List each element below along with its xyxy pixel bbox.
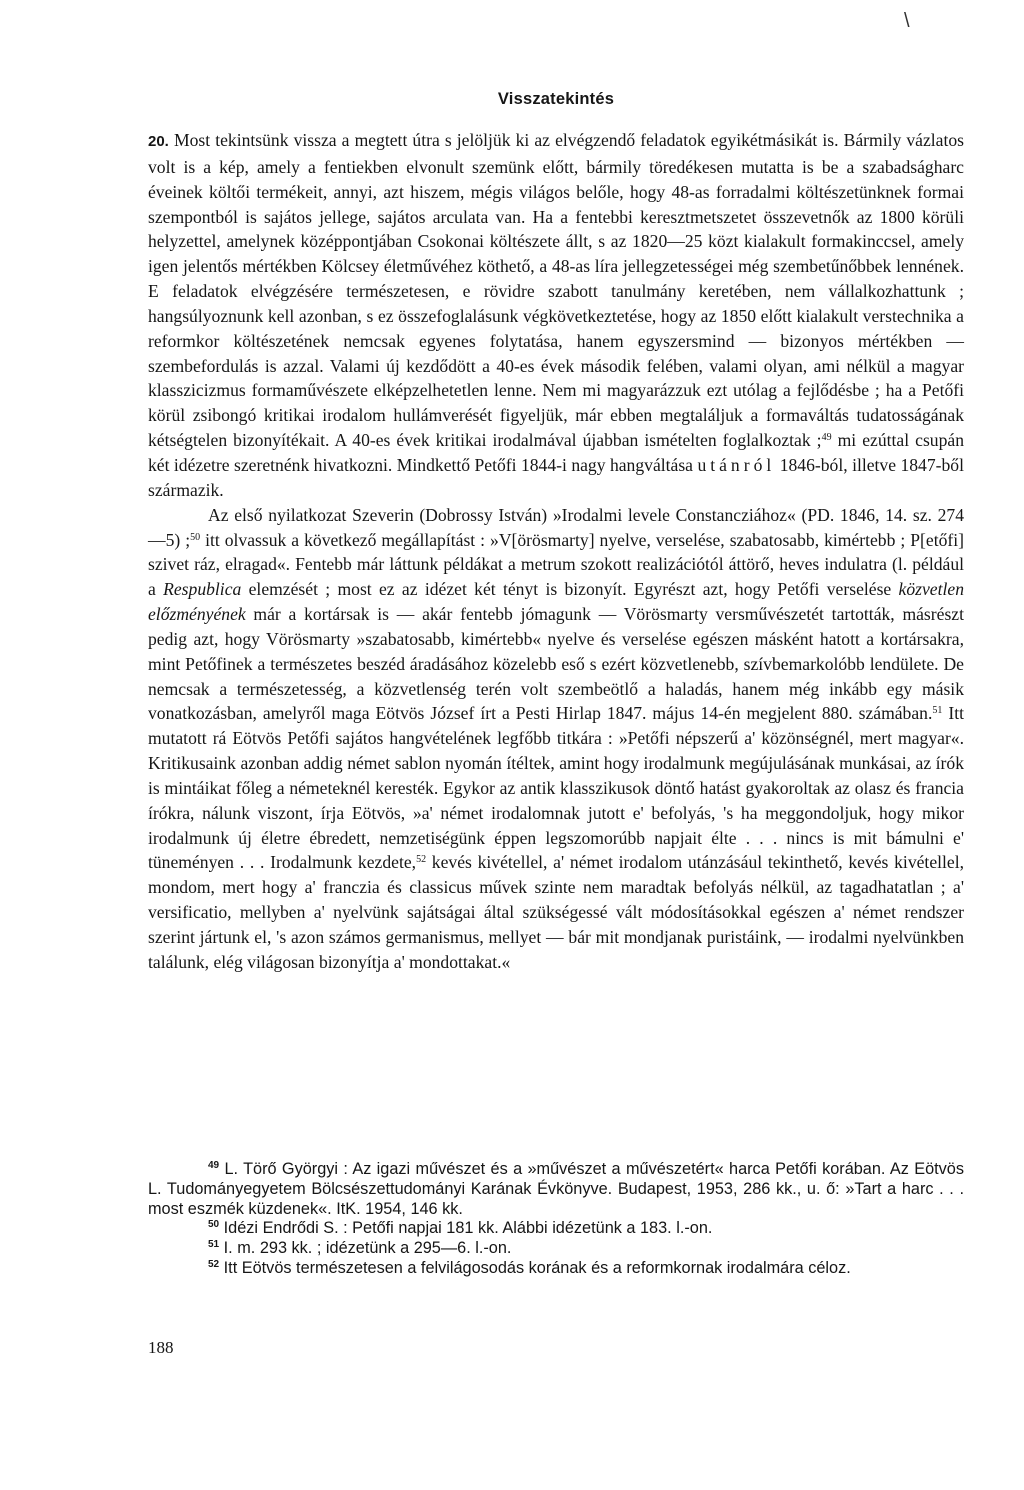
paragraph-1-text-3: 1846-ból, illetve 1847-ből származik. (148, 454, 964, 500)
italic-respublica: Respublica (163, 579, 242, 600)
book-page (148, 0, 964, 1490)
paragraph-2-text-6: kevés kivétellel, a' német irodalom utánzásául tekinthető, kevés kivétellel, mondom, mert hogy a' franczia és classicus művek szinte nem maradtak befolyás nélkül, az tagadhatatlan ; a' versificatio, mellyben a' nyelvünk sajátságai által szükségessé vált módosításokkal egészen a' német rendszer szerint jártunk el, 's azon számos germanismus, mellyet — bár mit mondjanak puristáink, — irodalmi nyelvünkben találunk, elég világosan bizonyítja a' mondottakat.« (148, 852, 964, 972)
footnote-ref-52: 52 (416, 854, 427, 866)
footnotes (148, 1160, 964, 1279)
footnote-number: 50 (208, 1219, 220, 1231)
footnote-text: L. Törő Györgyi : Az igazi művészet és a »művészet a művészetért« harca Petőfi korában. Az Eötvös L. Tudományegyetem Bölcsészettudományi Karának Évkönyve. Budapest, 1953, 286 kk., u. ő: »Tart a harc . . . most eszmék küzdenek«. ItK. 1954, 146 kk. (148, 1160, 964, 1218)
paragraph-1-text: Most tekintsünk vissza a megtett útra s jelöljük ki az elvégzendő feladatok egyikétmásikát is. Bármily vázlatos volt is a kép, amely a fentiekben elvonult szemünk előtt, bármily töredékesen mutatta is be a szabadságharc éveinek költői termékeit, annyi, azt hiszem, mégis világos belőle, hogy 48-as forradalmi költészetünknek formai szempontból is sajátos jellege, sajátos arculata van. Ha a fentebbi keresztmetszetet összevetnők az 1800 körüli helyzettel, amelynek középpontjában Csokonai költészete állt, s az 1820—25 közt kialakult formakinccsel, amely igen jelentős mértékben Kölcsey életművéhez köthető, a 48-as líra jellegzetességei még szembetűnőbbek lennének. E feladatok elvégzésére természetesen, e rövidre szabott tanulmány keretében, nem vállalkozhattunk ; hangsúlyoznunk kell azonban, s ez összefoglalásunk végkövetkeztetése, hogy az 1850 előtt kialakult verstechnika a reformkor költészetének nemcsak egyenes folytatása, hanem egyszersmind — bizonyos mértékben — szembefordulás is azzal. Valami új kezdődött a 40-es évek második felében, valami olyan, ami nélkül a magyar klasszicizmus formaművészete elképzelhetetlen lenne. Nem mi magyarázzuk ezt utólag a fejlődésbe ; ha a Petőfi körül zsibongó kritikai irodalom hullámverését figyeljük, már ebben megtaláljuk a formaváltás tudatosságának kétségtelen bizonyítékait. A 40-es évek kritikai irodalmával újabban ismételten foglalkoztak ; (148, 130, 964, 451)
footnote-51 (148, 1239, 964, 1259)
paragraph-2-text-2: itt olvassuk a következő megállapítást : »V[örösmarty] nyelve, verselése, szabatosabb, kimértebb ; P[etőfi] szivet ráz, elragad«. Fentebb már láttunk példákat a metrum szokott realizációtól áttörő, heves indulatra (l. például a (148, 529, 964, 600)
footnote-number: 49 (208, 1160, 220, 1171)
footnote-ref-49: 49 (821, 432, 832, 444)
footnote-text: I. m. 293 kk. ; idézetünk a 295—6. l.-on. (219, 1239, 512, 1258)
footnote-52 (148, 1259, 964, 1279)
footnote-50 (148, 1219, 964, 1239)
paragraph-1 (148, 128, 964, 503)
footnote-number: 51 (208, 1239, 220, 1251)
paragraph-1-text-2: mi ezúttal csupán két idézetre szeretnénk hivatkozni. Mindkettő Petőfi 1844-i nagy hangváltása (148, 430, 965, 475)
paragraph-2 (148, 503, 964, 975)
paragraph-2-text-3: elemzését ; most ez az idézet két tényt is bizonyít. Egyrészt azt, hogy Petőfi verselése (241, 579, 899, 600)
section-number: 20. (148, 133, 169, 150)
footnote-number: 52 (208, 1258, 220, 1270)
footnote-49 (148, 1160, 964, 1219)
paragraph-2-text-4: már a kortársak is — akár fentebb jómagunk — Vörösmarty versművészetét tartották, másrészt pedig azt, hogy Vörösmarty »szabatosabb, kimértebb« nyelve és verselése egészen másként hatott a kortársakra, mint Petőfinek a természetes beszéd áradásához közelebb eső s ezért közvetlenebb, szívbemarkolóbb lendülete. De nemcsak a természetesség, a közvetlenség terén volt szembeötlő a haladás, hanem még inkább egy másik vonatkozásban, amelyről maga Eötvös József írt a Pesti Hirlap 1847. május 14-én megjelent 880. számában. (148, 604, 964, 724)
footnote-ref-51: 51 (932, 705, 943, 717)
stray-scan-mark: \ (904, 10, 910, 32)
footnote-ref-50: 50 (190, 531, 201, 543)
paragraph-2-text-5: Itt mutatott rá Eötvös Petőfi sajátos hangvételének legfőbb titkára : »Petőfi népszerű a' közönségnél, mert magyar«. Kritikusaink azonban addig német sablon nyomán ítéltek, amint hogy irodalmunk megújulásának munkásai, az írók is mintáikat főleg a németeknél keresték. Egykor az antik klasszikusok döntő hatást gyakoroltak az olasz és francia írókra, nálunk viszont, írja Eötvös, »a' német irodalomnak jutott e' befolyás, 's ha meggondoljuk, hogy mikor irodalmunk új életre ébredett, nemzetiségünk éppen legszomorúbb napjait élte . . . nincs is mit bámulni e' tüneményen . . . Irodalmunk kezdete, (148, 703, 964, 873)
paragraph-2-text-1: Az első nyilatkozat Szeverin (Dobrossy István) »Irodalmi levele Constancziához« (PD. 1846, 14. sz. 274—5) ; (148, 504, 964, 550)
section-title: Visszatekintés (497, 90, 615, 108)
italic-kozvetlen-elozmeny: közvetlen előzményének (148, 579, 964, 625)
spaced-word: utánról (697, 454, 776, 475)
body-text (148, 128, 964, 975)
footnote-text: Itt Eötvös természetesen a felvilágosodás korának és a reformkornak irodalmára céloz. (219, 1258, 851, 1277)
page-number: 188 (148, 1338, 174, 1357)
footnote-text: Idézi Endrődi S. : Petőfi napjai 181 kk. Alábbi idézetünk a 183. l.-on. (219, 1219, 713, 1238)
